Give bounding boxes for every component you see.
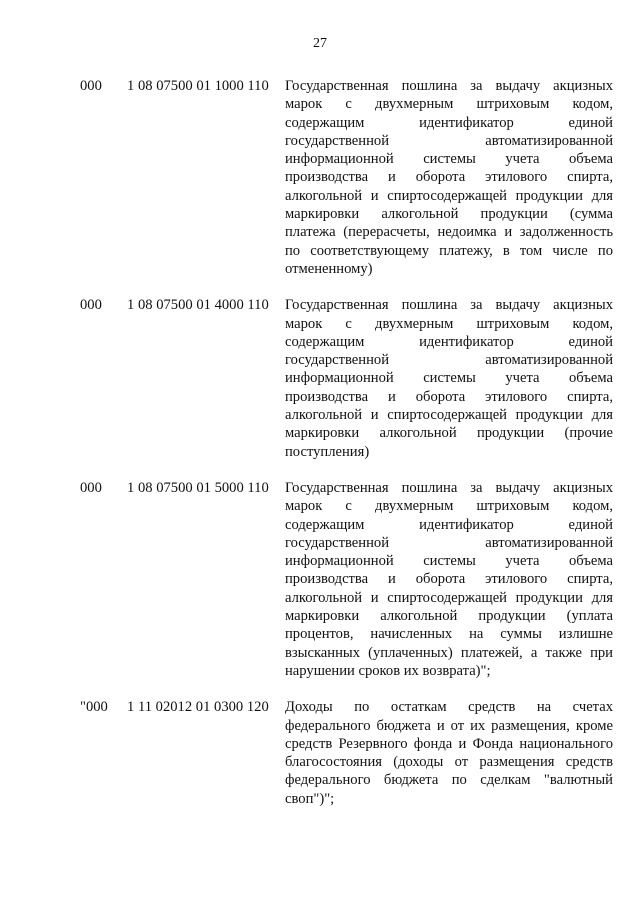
- administrator-code: 000: [80, 479, 102, 496]
- description-line: марок с двухмерным штриховым кодом,: [285, 96, 613, 113]
- budget-classification-code: 1 11 02012 01 0300 120: [127, 699, 269, 716]
- description-line: отмененному): [285, 260, 373, 277]
- revenue-description: [285, 698, 613, 808]
- description-line: алкогольной и спиртосодержащей продукции для: [285, 407, 613, 424]
- description-line: марок с двухмерным штриховым кодом,: [285, 498, 613, 515]
- description-line: маркировки алкогольной продукции (уплата: [285, 608, 613, 625]
- description-line: информационной системы учета объема: [285, 370, 613, 387]
- description-line: средств Резервного фонда и Фонда национального: [285, 735, 613, 752]
- description-line: Доходы по остаткам средств на счетах: [285, 699, 613, 716]
- administrator-code: 000: [80, 297, 102, 314]
- table-row: [0, 479, 640, 680]
- description-line: производства и оборота этилового спирта,: [285, 169, 613, 186]
- table-row: [0, 296, 640, 461]
- description-line: алкогольной и спиртосодержащей продукции для: [285, 187, 613, 204]
- description-line: платежа (перерасчеты, недоимка и задолженность: [285, 224, 613, 241]
- budget-classification-code: 1 08 07500 01 4000 110: [127, 297, 269, 314]
- description-line: нарушении сроков их возврата)";: [285, 662, 491, 679]
- description-line: благосостояния (доходы от размещения средств: [285, 754, 613, 771]
- description-line: информационной системы учета объема: [285, 151, 613, 168]
- description-line: государственной автоматизированной: [285, 534, 613, 551]
- description-line: производства и оборота этилового спирта,: [285, 388, 613, 405]
- revenue-description: [285, 77, 613, 278]
- description-line: алкогольной и спиртосодержащей продукции для: [285, 589, 613, 606]
- description-line: Государственная пошлина за выдачу акцизных: [285, 479, 613, 496]
- description-line: процентов, начисленных на суммы излишне: [285, 626, 613, 643]
- description-line: федерального бюджета по сделкам "валютный: [285, 772, 613, 789]
- budget-classification-code: 1 08 07500 01 1000 110: [127, 78, 269, 94]
- description-line: содержащим идентификатор единой: [285, 516, 613, 533]
- description-line: производства и оборота этилового спирта,: [285, 571, 613, 588]
- description-line: государственной автоматизированной: [285, 132, 613, 149]
- budget-classification-code: 1 08 07500 01 5000 110: [127, 479, 269, 496]
- description-line: своп")";: [285, 790, 335, 807]
- table-row: [0, 698, 640, 808]
- description-line: марок с двухмерным штриховым кодом,: [285, 315, 613, 332]
- description-line: содержащим идентификатор единой: [285, 333, 613, 350]
- description-line: государственной автоматизированной: [285, 352, 613, 369]
- description-line: маркировки алкогольной продукции (сумма: [285, 206, 613, 223]
- description-line: маркировки алкогольной продукции (прочие: [285, 425, 613, 442]
- description-line: Государственная пошлина за выдачу акцизных: [285, 297, 613, 314]
- description-line: Государственная пошлина за выдачу акцизных: [285, 78, 613, 94]
- page-number: 27: [313, 36, 327, 51]
- description-line: информационной системы учета объема: [285, 553, 613, 570]
- budget-classification-table: [0, 77, 640, 826]
- description-line: федерального бюджета и от их размещения, кроме: [285, 717, 613, 734]
- description-line: взысканных (уплаченных) платежей, а также при: [285, 644, 613, 661]
- administrator-code: 000: [80, 78, 102, 94]
- description-line: по соответствующему платежу, в том числе по: [285, 242, 613, 259]
- description-line: содержащим идентификатор единой: [285, 114, 613, 131]
- table-row: [0, 77, 640, 278]
- administrator-code: "000: [80, 699, 108, 716]
- description-line: поступления): [285, 443, 370, 460]
- revenue-description: [285, 296, 613, 461]
- revenue-description: [285, 479, 613, 680]
